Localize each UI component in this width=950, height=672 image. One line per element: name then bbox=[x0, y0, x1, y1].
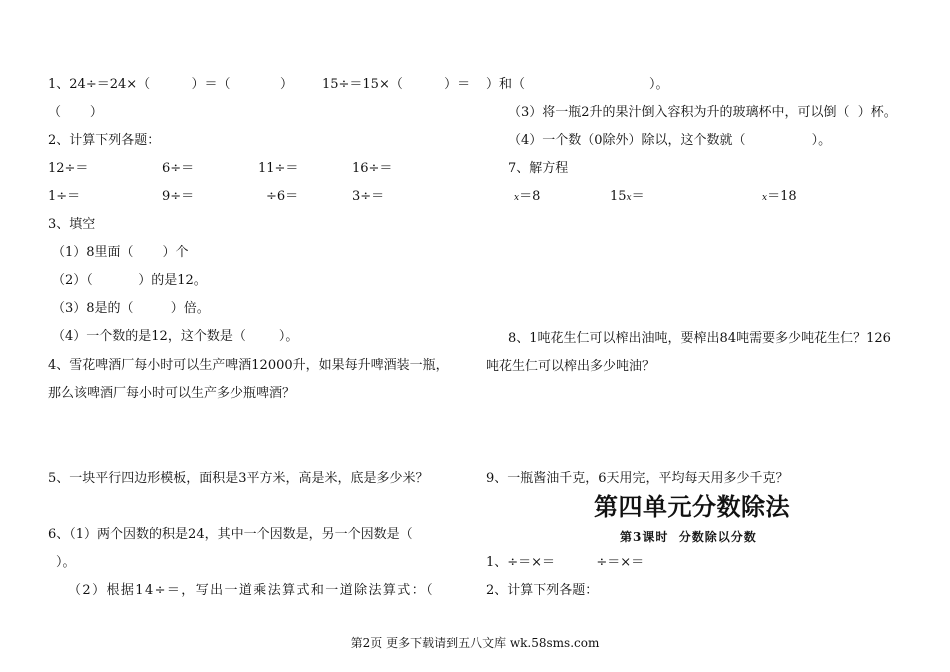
question-right-part-3: （3）将一瓶2升的果汁倒入容积为升的玻璃杯中，可以倒（ ）杯。 bbox=[508, 105, 897, 120]
question-3-part-4: （4）一个数的是12，这个数是（ ）。 bbox=[52, 329, 299, 344]
question-9: 9、一瓶酱油千克，6天用完，平均每天用多少千克？ bbox=[486, 471, 789, 486]
equation-3 bbox=[762, 189, 797, 206]
calc-item: ÷6＝ bbox=[266, 189, 299, 204]
equation-2 bbox=[610, 189, 645, 206]
calc-item: 12÷＝ bbox=[48, 161, 89, 176]
variable-x: x bbox=[762, 193, 768, 203]
question-3-title: 3、填空 bbox=[48, 217, 96, 232]
calc-item: 11÷＝ bbox=[258, 161, 299, 176]
equation-2-coefficient: 15 bbox=[610, 189, 627, 204]
calc-item: 6÷＝ bbox=[162, 161, 195, 176]
question-8-line-2: 吨花生仁可以榨出多少吨油？ bbox=[486, 359, 656, 374]
question-2-title: 2、计算下列各题： bbox=[48, 133, 161, 148]
equation-2-rest: ＝ bbox=[631, 189, 645, 204]
question-4-line-2: 那么该啤酒厂每小时可以生产多少瓶啤酒？ bbox=[48, 386, 296, 401]
variable-x: x bbox=[514, 193, 520, 203]
calc-item: 1÷＝ bbox=[48, 189, 81, 204]
lesson-title: 第3课时 分数除以分数 bbox=[620, 530, 757, 544]
question-6-line-3: （2）根据14÷＝，写出一道乘法算式和一道除法算式：（ bbox=[68, 583, 435, 598]
question-5: 5、一块平行四边形模板，面积是3平方米，高是米，底是多少米？ bbox=[48, 471, 429, 486]
calc-item: 16÷＝ bbox=[352, 161, 393, 176]
question-right-part-4: （4）一个数（0除外）除以，这个数就（ ）。 bbox=[508, 133, 832, 148]
calc-item: 3÷＝ bbox=[352, 189, 385, 204]
page-footer: 第2页 更多下载请到五八文库 wk.58sms.com bbox=[350, 636, 600, 650]
question-6-line-2: ）。 bbox=[56, 555, 76, 570]
calc-item: 9÷＝ bbox=[162, 189, 195, 204]
equation-3-rest: ＝18 bbox=[767, 189, 797, 204]
question-4-line-1: 4、雪花啤酒厂每小时可以生产啤酒12000升，如果每升啤酒装一瓶， bbox=[48, 358, 449, 373]
equation-1 bbox=[514, 189, 540, 206]
variable-x: x bbox=[626, 193, 632, 203]
question-7-title: 7、解方程 bbox=[508, 161, 569, 176]
question-3-part-1: （1）8里面（ ）个 bbox=[52, 245, 189, 260]
new-question-2: 2、计算下列各题： bbox=[486, 583, 599, 598]
question-6-continued: ）和（ ）。 bbox=[486, 77, 669, 92]
question-1-line-1: 1、24÷＝24×（ ）＝（ ） 15÷＝15×（ ）＝ bbox=[48, 77, 471, 92]
question-1-line-2: （ ） bbox=[48, 105, 103, 120]
unit-title: 第四单元分数除法 bbox=[594, 493, 790, 521]
question-8-line-1: 8、1吨花生仁可以榨出油吨，要榨出84吨需要多少吨花生仁？126 bbox=[508, 331, 891, 346]
question-3-part-3: （3）8是的（ ）倍。 bbox=[52, 301, 210, 316]
question-3-part-2: （2）（ ）的是12。 bbox=[52, 273, 207, 288]
new-question-1: 1、÷＝×＝ ÷＝×＝ bbox=[486, 555, 645, 570]
equation-1-rest: ＝8 bbox=[519, 189, 541, 204]
question-6-line-1: 6、（1）两个因数的积是24，其中一个因数是，另一个因数是（ bbox=[48, 527, 413, 542]
